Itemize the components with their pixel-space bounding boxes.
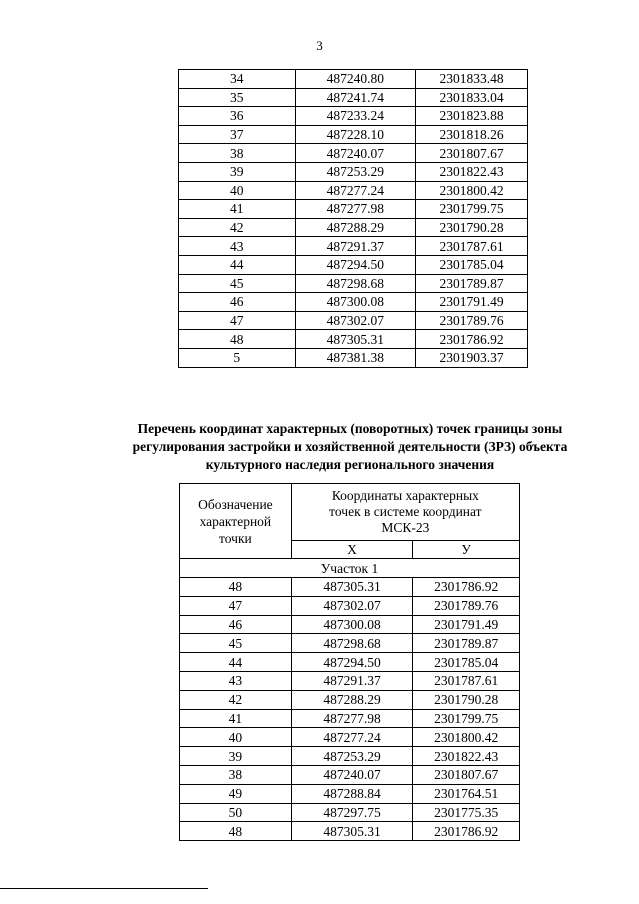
y-coordinate-cell: 2301789.87 [413, 634, 520, 653]
header-x: X [291, 541, 413, 559]
x-coordinate-cell: 487300.08 [291, 615, 413, 634]
point-number-cell: 46 [179, 293, 296, 312]
x-coordinate-cell: 487228.10 [295, 125, 416, 144]
table-row [179, 274, 528, 293]
table-row [179, 144, 528, 163]
table-row [179, 237, 528, 256]
x-coordinate-cell: 487277.98 [295, 200, 416, 219]
point-number-cell: 47 [179, 311, 296, 330]
point-number-cell: 44 [180, 653, 292, 672]
coordinates-table-continued-body [179, 70, 528, 368]
y-coordinate-cell: 2301764.51 [413, 784, 520, 803]
x-coordinate-cell: 487305.31 [295, 330, 416, 349]
table-row [179, 218, 528, 237]
point-number-cell: 46 [180, 615, 292, 634]
y-coordinate-cell: 2301786.92 [413, 578, 520, 597]
y-coordinate-cell: 2301799.75 [416, 200, 528, 219]
point-number-cell: 42 [179, 218, 296, 237]
x-coordinate-cell: 487240.07 [295, 144, 416, 163]
coordinates-table-continued [178, 69, 528, 368]
point-number-cell: 45 [179, 274, 296, 293]
table-row [179, 125, 528, 144]
table-row [180, 634, 520, 653]
zrz-coordinates-table [179, 483, 520, 841]
section-title-line-2: регулирования застройки и хозяйственной деятельности (ЗРЗ) объекта [132, 439, 568, 454]
x-coordinate-cell: 487277.24 [295, 181, 416, 200]
x-coordinate-cell: 487298.68 [295, 274, 416, 293]
y-coordinate-cell: 2301800.42 [416, 181, 528, 200]
table-row [180, 765, 520, 784]
y-coordinate-cell: 2301807.67 [416, 144, 528, 163]
point-number-cell: 48 [180, 578, 292, 597]
x-coordinate-cell: 487381.38 [295, 348, 416, 367]
x-coordinate-cell: 487298.68 [291, 634, 413, 653]
x-coordinate-cell: 487277.24 [291, 728, 413, 747]
page-number: 3 [316, 38, 323, 53]
header-y: У [413, 541, 520, 559]
point-number-cell: 42 [180, 690, 292, 709]
section-title-line-3: культурного наследия регионального значения [205, 457, 495, 472]
x-coordinate-cell: 487302.07 [295, 311, 416, 330]
y-coordinate-cell: 2301775.35 [413, 803, 520, 822]
table-row [179, 311, 528, 330]
y-coordinate-cell: 2301799.75 [413, 709, 520, 728]
x-coordinate-cell: 487241.74 [295, 88, 416, 107]
y-coordinate-cell: 2301800.42 [413, 728, 520, 747]
table-row [180, 728, 520, 747]
y-coordinate-cell: 2301787.61 [416, 237, 528, 256]
point-number-cell: 41 [179, 200, 296, 219]
header-point-line-1: Обозначение [198, 496, 273, 512]
point-number-cell: 34 [179, 70, 296, 89]
table-row [179, 107, 528, 126]
section-label: Участок 1 [180, 559, 520, 578]
table-row [180, 653, 520, 672]
table-row [179, 348, 528, 367]
y-coordinate-cell: 2301833.04 [416, 88, 528, 107]
header-coords-line-3: МСК-23 [381, 520, 430, 535]
y-coordinate-cell: 2301789.76 [416, 311, 528, 330]
table-row [180, 596, 520, 615]
y-coordinate-cell: 2301791.49 [416, 293, 528, 312]
x-coordinate-cell: 487291.37 [295, 237, 416, 256]
point-number-cell: 48 [179, 330, 296, 349]
y-coordinate-cell: 2301903.37 [416, 348, 528, 367]
x-coordinate-cell: 487253.29 [295, 162, 416, 181]
y-coordinate-cell: 2301786.92 [413, 822, 520, 841]
table-row [179, 88, 528, 107]
x-coordinate-cell: 487277.98 [291, 709, 413, 728]
table-row [180, 690, 520, 709]
y-coordinate-cell: 2301822.43 [413, 747, 520, 766]
table-row [180, 803, 520, 822]
y-coordinate-cell: 2301789.87 [416, 274, 528, 293]
y-coordinate-cell: 2301790.28 [416, 218, 528, 237]
table-row [180, 784, 520, 803]
x-coordinate-cell: 487294.50 [295, 255, 416, 274]
point-number-cell: 38 [179, 144, 296, 163]
x-coordinate-cell: 487291.37 [291, 671, 413, 690]
table-row [180, 709, 520, 728]
y-coordinate-cell: 2301790.28 [413, 690, 520, 709]
table-row [179, 162, 528, 181]
table-header-row [180, 484, 520, 541]
y-coordinate-cell: 2301787.61 [413, 671, 520, 690]
y-coordinate-cell: 2301789.76 [413, 596, 520, 615]
point-number-cell: 39 [180, 747, 292, 766]
x-coordinate-cell: 487233.24 [295, 107, 416, 126]
section-title-line-1: Перечень координат характерных (поворотных) точек границы зоны [137, 421, 563, 436]
point-number-cell: 41 [180, 709, 292, 728]
y-coordinate-cell: 2301807.67 [413, 765, 520, 784]
x-coordinate-cell: 487297.75 [291, 803, 413, 822]
point-number-cell: 37 [179, 125, 296, 144]
point-number-cell: 38 [180, 765, 292, 784]
footnote-separator [0, 888, 208, 889]
x-coordinate-cell: 487305.31 [291, 578, 413, 597]
header-point-line-3: точки [219, 530, 252, 546]
point-number-cell: 48 [180, 822, 292, 841]
table-row [179, 330, 528, 349]
x-coordinate-cell: 487305.31 [291, 822, 413, 841]
header-coords-line-1: Координаты характерных [331, 488, 479, 503]
point-number-cell: 49 [180, 784, 292, 803]
y-coordinate-cell: 2301791.49 [413, 615, 520, 634]
point-number-cell: 44 [179, 255, 296, 274]
point-number-cell: 35 [179, 88, 296, 107]
x-coordinate-cell: 487288.29 [291, 690, 413, 709]
table-row [180, 747, 520, 766]
point-number-cell: 45 [180, 634, 292, 653]
point-number-cell: 40 [179, 181, 296, 200]
table-row [180, 615, 520, 634]
zrz-coordinates-table-body [180, 559, 520, 841]
x-coordinate-cell: 487288.29 [295, 218, 416, 237]
y-coordinate-cell: 2301833.48 [416, 70, 528, 89]
y-coordinate-cell: 2301818.26 [416, 125, 528, 144]
point-number-cell: 36 [179, 107, 296, 126]
table-row [179, 200, 528, 219]
point-number-cell: 40 [180, 728, 292, 747]
y-coordinate-cell: 2301785.04 [416, 255, 528, 274]
point-number-cell: 5 [179, 348, 296, 367]
x-coordinate-cell: 487240.07 [291, 765, 413, 784]
section-row [180, 559, 520, 578]
table-row [179, 293, 528, 312]
header-point-line-2: характерной [199, 513, 272, 529]
header-point-designation [180, 484, 292, 559]
point-number-cell: 43 [180, 671, 292, 690]
y-coordinate-cell: 2301786.92 [416, 330, 528, 349]
table-row [179, 70, 528, 89]
table-row [179, 181, 528, 200]
x-coordinate-cell: 487288.84 [291, 784, 413, 803]
point-number-cell: 43 [179, 237, 296, 256]
x-coordinate-cell: 487253.29 [291, 747, 413, 766]
header-coords-line-2: точек в системе координат [329, 504, 482, 519]
point-number-cell: 47 [180, 596, 292, 615]
point-number-cell: 50 [180, 803, 292, 822]
table-row [179, 255, 528, 274]
table-row [180, 822, 520, 841]
x-coordinate-cell: 487300.08 [295, 293, 416, 312]
section-title [100, 420, 600, 474]
y-coordinate-cell: 2301823.88 [416, 107, 528, 126]
point-number-cell: 39 [179, 162, 296, 181]
table-row [180, 671, 520, 690]
header-coordinates [291, 484, 519, 541]
table-row [180, 578, 520, 597]
x-coordinate-cell: 487294.50 [291, 653, 413, 672]
y-coordinate-cell: 2301785.04 [413, 653, 520, 672]
y-coordinate-cell: 2301822.43 [416, 162, 528, 181]
x-coordinate-cell: 487302.07 [291, 596, 413, 615]
x-coordinate-cell: 487240.80 [295, 70, 416, 89]
